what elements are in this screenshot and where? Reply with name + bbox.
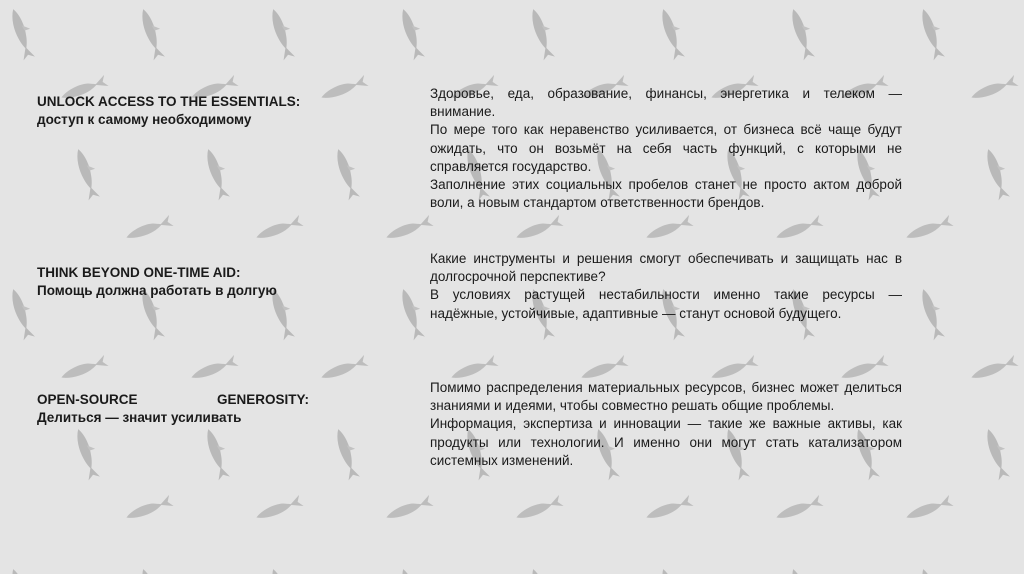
section-paragraph: Заполнение этих социальных пробелов станет не просто актом доброй воли, а новым стандартом ответственности брендов. (430, 177, 902, 211)
section-paragraph: Здоровье, еда, образование, финансы, энергетика и телеком — внимание. (430, 86, 902, 120)
section-title-block (37, 391, 309, 427)
section-paragraph: По мере того как неравенство усиливается, от бизнеса всё чаще будут ожидать, что он возьмёт на себя часть функций, с которыми не справляется государство. (430, 122, 902, 174)
section-body (430, 85, 902, 212)
section-subheading: Делиться — значит усиливать (37, 410, 242, 425)
section-heading: THINK BEYOND ONE-TIME AID: (37, 265, 241, 280)
section-title-block (37, 264, 309, 300)
section-heading: UNLOCK ACCESS TO THE ESSENTIALS: (37, 94, 301, 109)
section-heading: OPEN-SOURCE GENEROSITY: (37, 392, 309, 407)
section-body (430, 250, 902, 323)
section-subheading: доступ к самому необходимому (37, 112, 252, 127)
section-paragraph: Информация, экспертиза и инновации — такие же важные активы, как продукты или технологии. И именно они могут стать катализатором системных изменений. (430, 416, 902, 468)
section-subheading: Помощь должна работать в долгую (37, 283, 277, 298)
section-body (430, 379, 902, 470)
section-paragraph: В условиях растущей нестабильности именно такие ресурсы — надёжные, устойчивые, адаптивные — станут основой будущего. (430, 287, 902, 321)
section-title-block (37, 93, 309, 129)
section-paragraph: Помимо распределения материальных ресурсов, бизнес может делиться знаниями и идеями, чтобы совместно решать общие проблемы. (430, 380, 902, 414)
section-paragraph: Какие инструменты и решения смогут обеспечивать и защищать нас в долгосрочной перспективе? (430, 251, 902, 285)
